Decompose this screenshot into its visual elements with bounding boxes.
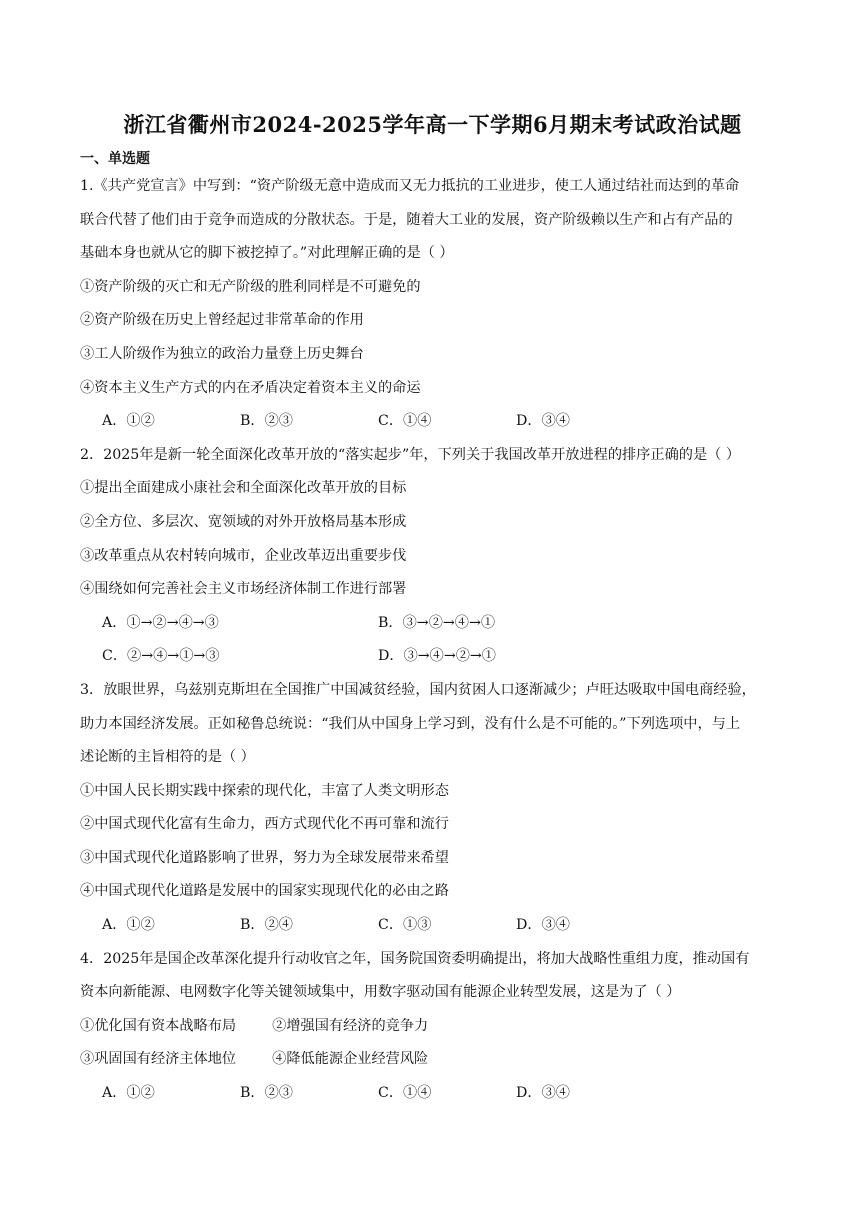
option-c: C．①③ — [378, 917, 432, 934]
answer-options — [80, 405, 785, 439]
question-stem-line: 3．放眼世界，乌兹别克斯坦在全国推广中国减贫经验，国内贫困人口逐渐减少；卢旺达吸取中国电商经验， — [80, 681, 756, 698]
question-2 — [80, 439, 785, 674]
option-a: A．①→②→④→③ — [102, 614, 219, 631]
option-b: B．②③ — [240, 1085, 293, 1102]
question-3 — [80, 674, 785, 943]
option-d: D．③→④→②→① — [378, 648, 496, 665]
question-stem-line: 基础本身也就从它的脚下被挖掉了。”对此理解正确的是（ ） — [80, 245, 454, 262]
answer-options — [80, 607, 785, 674]
question-stem-line: 助力本国经济发展。正如秘鲁总统说：“我们从中国身上学习到，没有什么是不可能的。”下列选项中，与上 — [80, 715, 741, 732]
statement-item: ③改革重点从农村转向城市，企业改革迈出重要步伐 — [80, 547, 407, 564]
statement-item: ①中国人民长期实践中探索的现代化，丰富了人类文明形态 — [80, 782, 449, 799]
option-a: A．①② — [102, 1085, 155, 1102]
option-c: C．①④ — [378, 1085, 432, 1102]
statement-item: ③巩固国有经济主体地位 ④降低能源企业经营风险 — [80, 1051, 429, 1068]
question-4 — [80, 943, 785, 1111]
option-b: B．③→②→④→① — [378, 614, 496, 631]
question-stem-line: 4．2025年是国企改革深化提升行动收官之年，国务院国资委明确提出，将加大战略性重组力度，推动国有 — [80, 950, 750, 967]
statement-item: ③中国式现代化道路影响了世界，努力为全球发展带来希望 — [80, 849, 449, 866]
option-a: A．①② — [102, 917, 155, 934]
option-a: A．①② — [102, 413, 155, 430]
statement-item: ①优化国有资本战略布局 ②增强国有经济的竞争力 — [80, 1017, 429, 1034]
option-d: D．③④ — [516, 413, 570, 430]
question-stem-line: 联合代替了他们由于竞争而造成的分散状态。于是，随着大工业的发展，资产阶级赖以生产和占有产品的 — [80, 211, 733, 228]
statement-item: ④中国式现代化道路是发展中的国家实现现代化的必由之路 — [80, 883, 449, 900]
question-stem-line: 述论断的主旨相符的是（ ） — [80, 749, 255, 766]
question-stem-line: 资本向新能源、电网数字化等关键领域集中，用数字驱动国有能源企业转型发展，这是为了（ ） — [80, 984, 681, 1001]
question-stem-line: 2．2025年是新一轮全面深化改革开放的“落实起步”年，下列关于我国改革开放进程的排序正确的是（ ） — [80, 446, 741, 463]
statement-item: ②全方位、多层次、宽领域的对外开放格局基本形成 — [80, 513, 407, 530]
option-b: B．②③ — [240, 413, 293, 430]
statement-item: ③工人阶级作为独立的政治力量登上历史舞台 — [80, 345, 364, 362]
statement-item: ④资本主义生产方式的内在矛盾决定着资本主义的命运 — [80, 379, 421, 396]
option-d: D．③④ — [516, 1085, 570, 1102]
option-c: C．②→④→①→③ — [102, 648, 220, 665]
question-stem-line: 1.《共产党宣言》中写到：“资产阶级无意中造成而又无力抵抗的工业进步，使工人通过结社而达到的革命 — [80, 178, 740, 194]
option-c: C．①④ — [378, 413, 432, 430]
statement-item: ②中国式现代化富有生命力，西方式现代化不再可靠和流行 — [80, 816, 449, 833]
section-heading: 一、单选题 — [80, 151, 150, 167]
option-d: D．③④ — [516, 917, 570, 934]
exam-page — [80, 108, 785, 1111]
page-title: 浙江省衢州市2024-2025学年高一下学期6月期末考试政治试题 — [123, 112, 742, 137]
statement-item: ②资产阶级在历史上曾经起过非常革命的作用 — [80, 312, 364, 329]
statement-item: ①提出全面建成小康社会和全面深化改革开放的目标 — [80, 480, 407, 497]
answer-options — [80, 1077, 785, 1111]
answer-options — [80, 909, 785, 943]
statement-item: ①资产阶级的灭亡和无产阶级的胜利同样是不可避免的 — [80, 278, 421, 295]
question-1 — [80, 170, 785, 439]
option-b: B．②④ — [240, 917, 293, 934]
statement-item: ④围绕如何完善社会主义市场经济体制工作进行部署 — [80, 581, 407, 598]
